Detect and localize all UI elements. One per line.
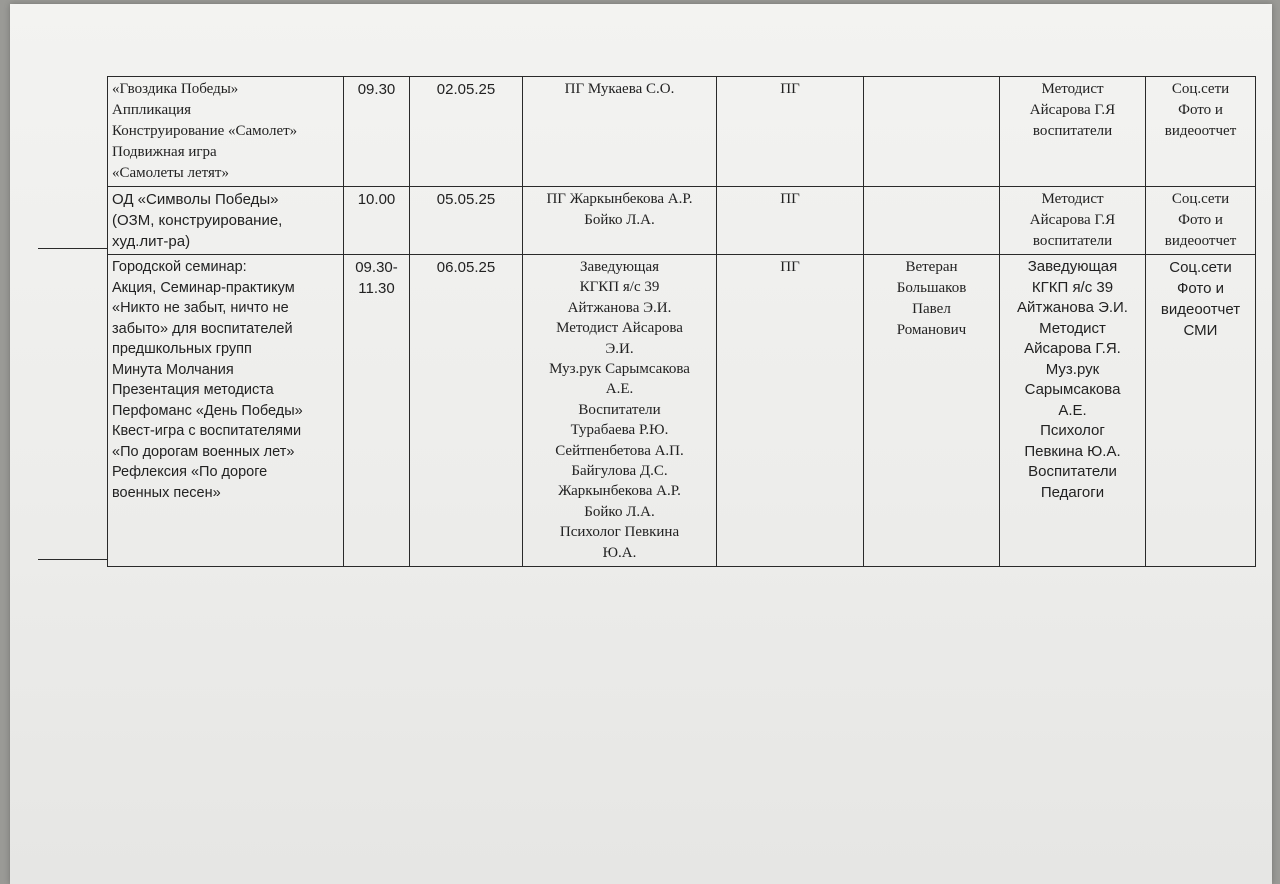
table-bottom-left bbox=[38, 559, 108, 560]
time-cell: 09.30 bbox=[344, 77, 410, 187]
organizers-cell: Заведующая КГКП я/с 39 Айтжанова Э.И. Методист Айсарова Г.Я. Муз.рук Сарымсакова А.Е. Психолог Певкина Ю.А. Воспитатели Педагоги bbox=[1000, 255, 1146, 567]
date-cell: 05.05.25 bbox=[410, 187, 523, 255]
guest-cell bbox=[864, 77, 1000, 187]
event-cell: ОД «Символы Победы» (ОЗМ, конструирование, худ.лит-ра) bbox=[108, 187, 344, 255]
row-divider-left bbox=[38, 248, 108, 249]
table-row bbox=[108, 187, 1256, 255]
group-cell: ПГ bbox=[717, 255, 864, 567]
paper-sheet bbox=[10, 4, 1272, 884]
guest-cell bbox=[864, 187, 1000, 255]
report-cell: Соц.сети Фото и видеоотчет bbox=[1146, 77, 1256, 187]
event-cell: «Гвоздика Победы» Аппликация Конструирование «Самолет» Подвижная игра «Самолеты летят» bbox=[108, 77, 344, 187]
responsible-cell: ПГ Мукаева С.О. bbox=[523, 77, 717, 187]
time-cell: 10.00 bbox=[344, 187, 410, 255]
organizers-cell: Методист Айсарова Г.Я воспитатели bbox=[1000, 187, 1146, 255]
organizers-cell: Методист Айсарова Г.Я воспитатели bbox=[1000, 77, 1146, 187]
group-cell: ПГ bbox=[717, 77, 864, 187]
events-table bbox=[107, 76, 1256, 567]
report-cell: Соц.сети Фото и видеоотчет bbox=[1146, 187, 1256, 255]
group-cell: ПГ bbox=[717, 187, 864, 255]
report-cell: Соц.сети Фото и видеоотчет СМИ bbox=[1146, 255, 1256, 567]
responsible-cell: ПГ Жаркынбекова А.Р. Бойко Л.А. bbox=[523, 187, 717, 255]
table-row bbox=[108, 255, 1256, 567]
responsible-cell: Заведующая КГКП я/с 39 Айтжанова Э.И. Методист Айсарова Э.И. Муз.рук Сарымсакова А.Е. Воспитатели Турабаева Р.Ю. Сейтпенбетова А.П. Байгулова Д.С. Жаркынбекова А.Р. Бойко Л.А. Психолог Певкина Ю.А. bbox=[523, 255, 717, 567]
event-cell: Городской семинар: Акция, Семинар-практикум «Никто не забыт, ничто не забыто» для воспитателей предшкольных групп Минута Молчания Презентация методиста Перфоманс «День Победы» Квест-игра с воспитателями «По дорогам военных лет» Рефлексия «По дороге военных песен» bbox=[108, 255, 344, 567]
date-cell: 02.05.25 bbox=[410, 77, 523, 187]
time-cell: 09.30- 11.30 bbox=[344, 255, 410, 567]
date-cell: 06.05.25 bbox=[410, 255, 523, 567]
table-row bbox=[108, 77, 1256, 187]
guest-cell: Ветеран Большаков Павел Романович bbox=[864, 255, 1000, 567]
